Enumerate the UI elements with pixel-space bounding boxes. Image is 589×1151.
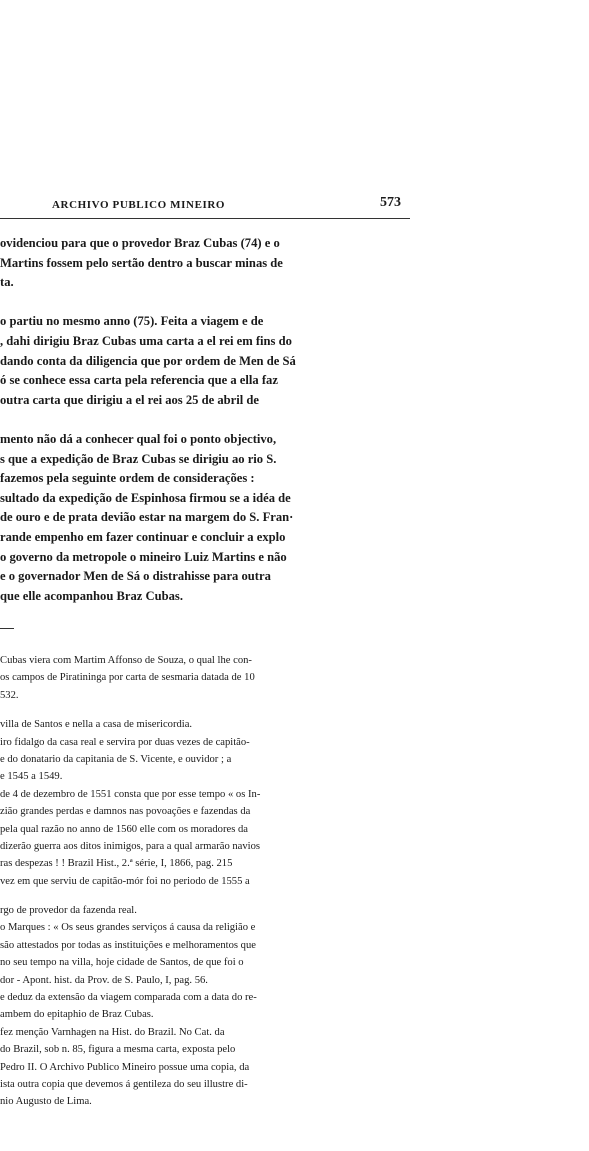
- footnote-line: villa de Santos e nella a casa de misericordia.: [0, 719, 193, 731]
- footnote-line: são attestados por todas as instituições e melhoramentos que: [0, 939, 256, 951]
- paragraph-gap: [0, 293, 410, 313]
- footnote-line: rgo de provedor da fazenda real.: [0, 905, 137, 917]
- body-line: s que a expedição de Braz Cubas se dirigiu ao rio S.: [0, 451, 277, 466]
- footnote-line: no seu tempo na villa, hoje cidade de Santos, de que foi o: [0, 957, 244, 969]
- footnote-line: dor - Apont. hist. da Prov. de S. Paulo, I, pag. 56.: [0, 974, 208, 986]
- footnote-line: dizerão guerra aos ditos inimigos, para a qual armarão navios: [0, 840, 261, 852]
- footnote-line: fez menção Varnhagen na Hist. do Brazil. No Cat. da: [0, 1026, 225, 1038]
- footnote-line: e 1545 a 1549.: [0, 771, 63, 783]
- body-line: Martins fossem pelo sertão dentro a buscar minas de: [0, 255, 283, 270]
- body-line: o partiu no mesmo anno (75). Feita a viagem e de: [0, 314, 264, 329]
- paragraph-gap: [0, 890, 410, 902]
- running-title: ARCHIVO PUBLICO MINEIRO: [52, 199, 226, 211]
- body-line: o governo da metropole o mineiro Luiz Martins e não: [0, 549, 287, 564]
- body-line: mento não dá a conhecer qual foi o ponto objectivo,: [0, 431, 277, 446]
- body-line: de ouro e de prata devião estar na margem do S. Fran·: [0, 510, 294, 525]
- body-line: e o governador Men de Sá o distrahisse para outra: [0, 569, 271, 584]
- body-line: ovidenciou para que o provedor Braz Cubas (74) e o: [0, 236, 280, 250]
- footnote-line: o Marques : « Os seus grandes serviços á causa da religião e: [0, 922, 256, 934]
- footnote-line: ambem do epitaphio de Braz Cubas.: [0, 1009, 154, 1021]
- footnote-separator: [0, 628, 14, 629]
- footnote-line: do Brazil, sob n. 85, figura a mesma carta, exposta pelo: [0, 1044, 236, 1056]
- footnote-line: pela qual razão no anno de 1560 elle com os moradores da: [0, 823, 248, 835]
- footnote-line: ista outra copia que devemos á gentileza do seu illustre di-: [0, 1078, 248, 1090]
- body-line: ó se conhece essa carta pela referencia que a ella faz: [0, 373, 278, 388]
- body-line: ta.: [0, 275, 14, 290]
- footnote-line: vez em que serviu de capitão-mór foi no periodo de 1555 a: [0, 875, 250, 887]
- header-rule: [0, 218, 410, 219]
- body-line: outra carta que dirigiu a el rei aos 25 de abril de: [0, 392, 259, 407]
- footnote-line: 532.: [0, 689, 19, 701]
- footnote-line: os campos de Piratininga por carta de sesmaria datada de 10: [0, 672, 255, 684]
- body-line: rande empenho em fazer continuar e concluir a explo: [0, 529, 286, 544]
- footnote-line: Pedro II. O Archivo Publico Mineiro possue uma copia, da: [0, 1061, 250, 1073]
- body-line: , dahi dirigiu Braz Cubas uma carta a el rei em fins do: [0, 333, 292, 348]
- footnote-line: zião grandes perdas e damnos nas povoações e fazendas da: [0, 806, 251, 818]
- footnote-line: Cubas viera com Martim Affonso de Souza, o qual lhe con-: [0, 655, 252, 666]
- paragraph-gap: [0, 410, 410, 430]
- body-line: que elle acompanhou Braz Cubas.: [0, 588, 183, 603]
- footnote-line: de 4 de dezembro de 1551 consta que por esse tempo « os In-: [0, 788, 261, 800]
- page-number: 573: [380, 195, 401, 210]
- footnote-line: iro fidalgo da casa real e servira por duas vezes de capitão-: [0, 736, 250, 748]
- body-line: sultado da expedição de Espinhosa firmou se a idéa de: [0, 490, 291, 505]
- footnote-line: e deduz da extensão da viagem comparada com a data do re-: [0, 992, 257, 1004]
- footnote-line: ras despezas ! ! Brazil Hist., 2.ª série, I, 1866, pag. 215: [0, 858, 233, 870]
- paragraph-gap: [0, 704, 410, 716]
- footnote-line: e do donatario da capitania de S. Vicente, e ouvidor ; a: [0, 753, 232, 765]
- body-line: fazemos pela seguinte ordem de considerações :: [0, 471, 255, 486]
- body-line: dando conta da diligencia que por ordem de Men de Sá: [0, 353, 296, 368]
- running-head: [0, 195, 410, 215]
- body-text: [0, 234, 410, 606]
- footnotes: [0, 652, 410, 1111]
- footnote-line: nio Augusto de Lima.: [0, 1096, 92, 1108]
